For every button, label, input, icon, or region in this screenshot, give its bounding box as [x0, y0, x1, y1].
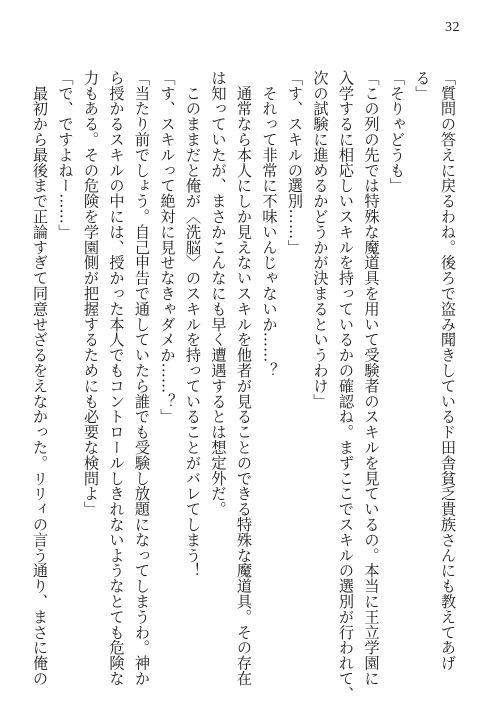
- text-line: 「す、スキルって絶対に見せなきゃダメか……？」: [158, 70, 177, 425]
- text-line: それって非常に不味いんじゃないか……？: [260, 70, 279, 378]
- text-line: ら授かるスキルの中には、授かった本人でもコントロールしきれないようなとても危険な: [107, 70, 126, 686]
- text-line: 「当たり前でしょう。自己申告で通していたら誰でも受験し放題になってしまうわ。神か: [133, 70, 151, 686]
- text-line: は知っていたが、まさかこんなにも早く遭遇するとは想定外だ。: [209, 70, 228, 517]
- text-line: 「この列の先では特殊な魔道具を用いて受験者のスキルを見ているの。本当に王立学園に: [362, 70, 381, 686]
- text-line: る」: [413, 70, 432, 101]
- text-line: 「そりゃどうも」: [388, 70, 406, 194]
- text-line: 次の試験に進めるかどうかが決まるというわけ」: [311, 70, 330, 409]
- text-line: 「す、スキルの選別……」: [286, 70, 304, 255]
- text-line: このままだと俺が〈洗脳〉のスキルを持っていることがバレてしまう！: [184, 70, 202, 579]
- text-line: 最初から最後まで正論すぎて同意せざるをえなかった。リリィの言う通り、まさに俺の: [31, 70, 49, 686]
- text-line: 力もある。その危険を学園側が把握するためにも必要な検問よ」: [82, 70, 100, 517]
- text-line: 通常なら本人にしか見えないスキルを他者が見ることのできる特殊な魔道具。その存在: [235, 70, 253, 686]
- text-line: 入学するに相応しいスキルを持っているかの確認ね。まずここでスキルの選別が行われて、: [337, 70, 355, 702]
- text-line: 「で、ですよねー……」: [56, 70, 75, 240]
- body-text: [31, 70, 460, 702]
- text-line: 「質問の答えに戻るわね。後ろで盗み聞きしているド田舎貧乏貴族さんにも教えてあげ: [439, 70, 457, 671]
- page-number: 32: [445, 20, 460, 35]
